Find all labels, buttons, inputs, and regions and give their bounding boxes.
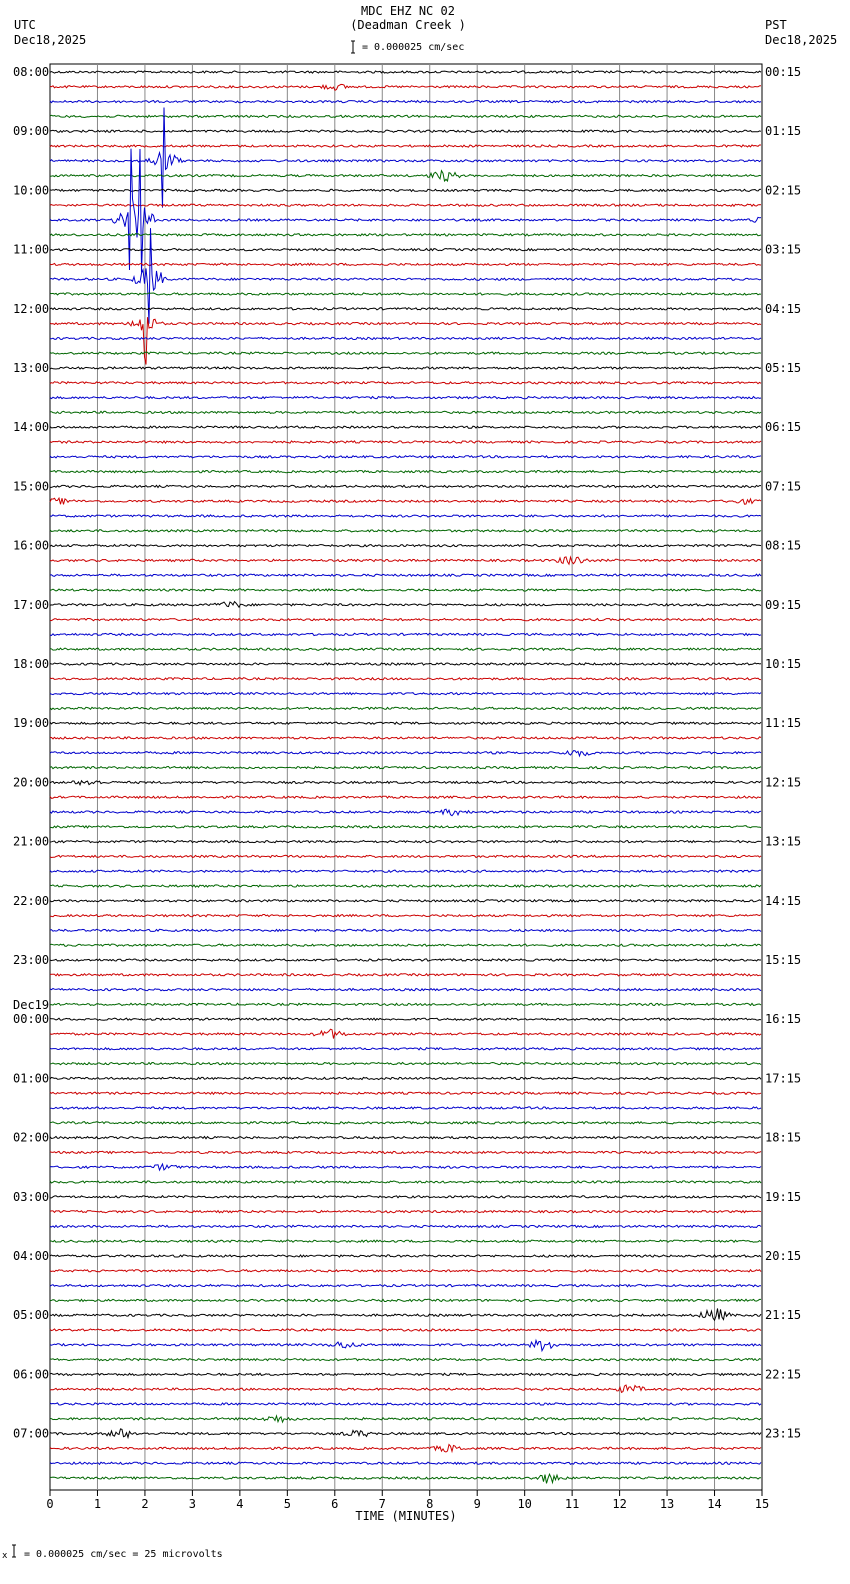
seismic-trace [50,648,761,650]
x-axis-label: TIME (MINUTES) [355,1509,457,1523]
utc-hour-label: 20:00 [13,775,50,790]
seismic-trace [50,870,761,872]
seismic-trace [50,1003,761,1005]
pst-time-label: 09:15 [765,597,802,612]
pst-time-label: 23:15 [765,1426,802,1441]
seismic-trace [50,171,761,181]
seismic-trace [50,1196,761,1198]
pst-time-label: 02:15 [765,183,802,198]
seismic-trace [50,263,761,265]
x-tick-label: 4 [236,1497,244,1511]
station-subtitle: (Deadman Creek ) [350,18,466,32]
seismic-trace [50,352,761,354]
seismic-trace [50,115,761,117]
x-tick-label: 12 [612,1497,627,1511]
plot-frame [50,64,762,1490]
seismic-trace [50,722,761,724]
seismic-trace [50,1373,761,1375]
utc-hour-label: 06:00 [13,1367,50,1382]
pst-time-label: 10:15 [765,657,802,671]
seismic-trace [50,1474,761,1483]
seismic-trace [50,1107,761,1109]
seismic-trace [50,959,761,961]
seismic-trace [50,974,761,976]
pst-time-label: 14:15 [765,893,802,908]
seismic-trace [50,944,761,946]
seismic-trace [50,498,761,504]
seismic-trace [50,1416,761,1422]
utc-hour-label: 12:00 [13,301,50,316]
seismic-trace [50,707,761,709]
pst-time-label: 21:15 [765,1308,802,1323]
pst-time-label: 15:15 [765,953,802,967]
seismic-trace [50,149,761,273]
seismic-trace [50,189,761,191]
seismic-trace [50,293,761,295]
seismic-trace [50,1309,761,1321]
utc-date-label: Dec19 [13,998,50,1013]
seismic-trace [50,557,761,564]
seismic-trace [50,574,761,576]
seismic-trace [50,108,761,208]
utc-hour-label: 13:00 [13,361,50,375]
seismic-trace [50,515,761,517]
utc-hour-label: 17:00 [13,597,50,612]
footer-scale-bar-icon [12,1543,16,1557]
seismic-trace [50,130,761,132]
seismic-trace [50,1018,761,1020]
seismic-trace [50,84,761,90]
utc-hour-label: 23:00 [13,953,50,967]
pst-time-label: 16:15 [765,1012,802,1027]
seismic-trace [50,1462,761,1464]
x-tick-label: 0 [46,1497,54,1511]
seismic-trace [50,900,761,902]
x-tick-label: 8 [426,1497,434,1511]
utc-hour-label: 07:00 [13,1426,50,1441]
x-tick-label: 7 [378,1497,386,1511]
seismic-trace [50,456,761,458]
left-date: Dec18,2025 [14,33,87,47]
seismic-trace [50,693,761,695]
seismic-trace [50,1211,761,1213]
utc-hour-label: 09:00 [13,124,50,139]
pst-time-label: 18:15 [765,1130,802,1145]
pst-time-label: 11:15 [765,716,802,731]
seismic-trace [50,411,761,413]
utc-hour-label: 08:00 [13,65,50,79]
seismic-trace [50,929,761,931]
utc-hour-label: 02:00 [13,1130,50,1145]
seismic-trace [50,1122,761,1124]
seismic-trace [50,633,761,635]
pst-time-label: 03:15 [765,242,802,257]
seismic-trace [50,397,761,399]
footer-scale-label: = 0.000025 cm/sec = 25 microvolts [24,1549,223,1560]
seismic-trace [50,545,761,547]
seismic-trace [50,602,761,608]
utc-hour-label: 19:00 [13,716,50,731]
seismic-trace [50,663,761,665]
utc-hour-label: 21:00 [13,834,50,849]
pst-time-label: 08:15 [765,538,802,553]
seismic-trace [50,1181,761,1183]
seismic-trace [50,855,761,857]
pst-time-label: 00:15 [765,65,802,79]
seismic-trace [50,317,761,364]
x-tick-label: 3 [188,1497,197,1511]
utc-hour-label: 16:00 [13,538,50,553]
station-title: MDC EHZ NC 02 [361,4,455,18]
seismic-trace [50,1445,761,1453]
seismic-trace [50,308,761,310]
seismic-trace [50,915,761,917]
seismic-trace [50,678,761,680]
x-tick-label: 15 [754,1497,770,1511]
pst-time-label: 05:15 [765,361,802,375]
seismic-trace [50,145,761,147]
seismic-trace [50,1225,761,1227]
seismic-trace [50,885,761,887]
seismic-trace [50,1240,761,1242]
utc-hour-label: 11:00 [13,242,50,257]
seismic-trace [50,737,761,739]
seismic-trace [50,841,761,843]
seismic-trace [50,101,761,103]
seismic-trace [50,1329,761,1331]
seismic-trace [50,1429,761,1438]
seismic-trace [50,826,761,828]
x-tick-label: 2 [141,1497,149,1511]
seismic-trace [50,337,761,339]
seismic-trace [50,1299,761,1301]
seismic-trace [50,485,761,487]
utc-hour-label: 01:00 [13,1071,50,1086]
scale-label: = 0.000025 cm/sec [362,42,465,53]
seismic-trace [50,530,761,532]
seismic-trace [50,1029,761,1038]
utc-hour-label: 05:00 [13,1308,50,1323]
pst-time-label: 20:15 [765,1249,802,1263]
x-tick-label: 6 [331,1497,339,1511]
seismic-trace [50,589,761,591]
seismic-trace [50,751,761,756]
seismic-trace [50,1151,761,1153]
seismic-trace [50,1385,761,1392]
seismic-trace [50,619,761,621]
pst-time-label: 06:15 [765,420,802,435]
x-tick-label: 14 [707,1497,722,1511]
seismic-trace [50,1285,761,1287]
seismic-trace [50,1270,761,1272]
seismic-trace [50,367,761,369]
utc-hour-label: 22:00 [13,893,50,908]
seismic-trace [50,204,761,206]
utc-hour-label: 00:00 [13,1012,50,1027]
seismic-trace [50,1403,761,1405]
x-tick-label: 1 [93,1497,102,1511]
x-tick-label: 13 [659,1497,675,1511]
pst-time-label: 17:15 [765,1071,802,1086]
pst-time-label: 07:15 [765,479,802,494]
utc-hour-label: 04:00 [13,1249,50,1263]
seismic-trace [50,1255,761,1257]
seismic-trace [50,781,761,785]
seismic-trace [50,1164,761,1170]
utc-hour-label: 14:00 [13,420,50,435]
x-tick-label: 9 [473,1497,481,1511]
seismic-trace [50,471,761,473]
seismic-trace [50,1137,761,1139]
seismic-trace [50,1077,761,1079]
x-tick-label: 5 [283,1497,291,1511]
seismic-trace [50,796,761,798]
seismic-trace [50,71,761,73]
seismic-trace [50,1340,761,1350]
seismic-trace [50,989,761,991]
seismic-trace [50,426,761,428]
x-tick-label: 11 [564,1497,580,1511]
utc-hour-label: 03:00 [13,1189,50,1204]
pst-time-label: 13:15 [765,834,802,849]
seismic-trace [50,809,761,816]
seismic-trace [50,382,761,384]
seismic-trace [50,1063,761,1065]
utc-hour-label: 18:00 [13,657,50,671]
footer-mark: x [2,1551,8,1561]
seismic-trace [50,1092,761,1094]
seismic-trace [50,1359,761,1361]
seismic-trace [50,441,761,443]
utc-hour-label: 15:00 [13,479,50,494]
right-timezone: PST [765,18,787,32]
left-timezone: UTC [14,18,36,32]
utc-hour-label: 10:00 [13,183,50,198]
pst-time-label: 12:15 [765,775,802,790]
pst-time-label: 19:15 [765,1189,802,1204]
seismic-trace [50,767,761,769]
pst-time-label: 04:15 [765,301,802,316]
seismic-trace [50,234,761,236]
pst-time-label: 22:15 [765,1367,802,1382]
pst-time-label: 01:15 [765,124,802,139]
x-tick-label: 10 [517,1497,532,1511]
seismic-trace [50,249,761,251]
seismic-trace [50,1048,761,1050]
right-date: Dec18,2025 [765,33,838,47]
